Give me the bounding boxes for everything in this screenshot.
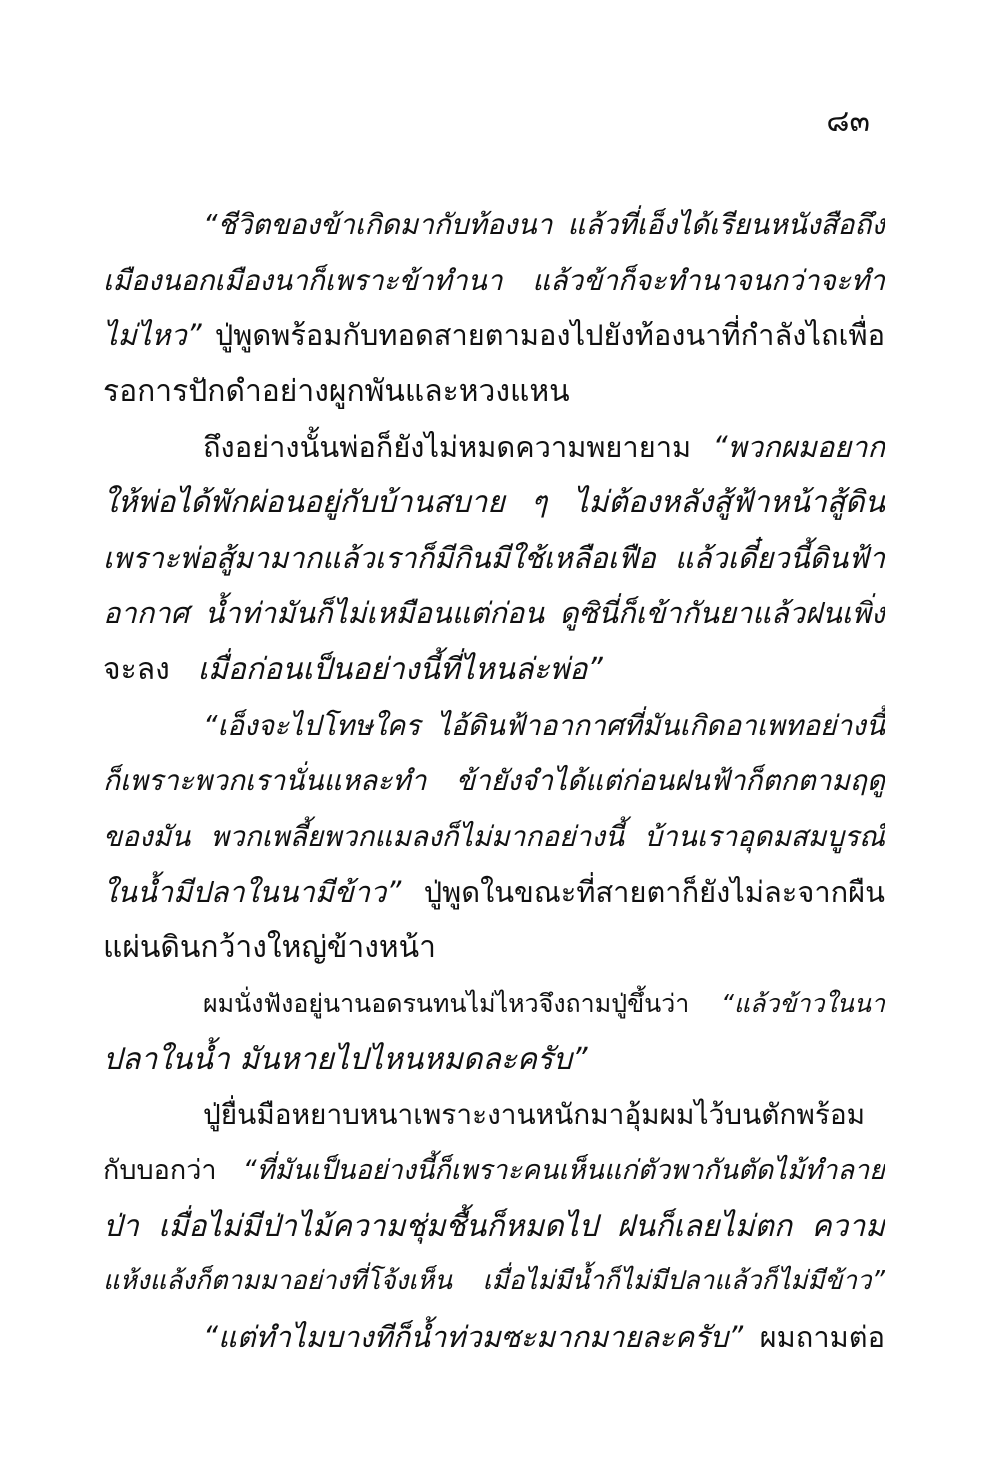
text-line [103, 976, 885, 1032]
text-line [103, 308, 885, 364]
line-text: ผมนั่งฟังอยู่นานอดรนทนไม่ไหวจึงถามปู่ขึ้นว่า [203, 988, 690, 1018]
line-text: ปู่พูดพร้อมกับทอดสายตามองไปยังท้องนาที่กำลังไถเพื่อ [214, 318, 885, 353]
line-text: ไม่ไหว” [103, 318, 202, 353]
line-text: “พวกผมอยาก [712, 429, 885, 464]
text-line [103, 698, 885, 754]
text-line [103, 865, 885, 921]
line-text: ปลาในน้ำ มันหายไปไหนหมดละครับ” [103, 1041, 588, 1077]
text-line [103, 475, 885, 531]
line-text: แห้งแล้งก็ตามมาอย่างที่โจ้งเห็น เมื่อไม่มีน้ำก็ไม่มีปลาแล้วก็ไม่มีข้าว” [103, 1266, 885, 1297]
line-text: ของมัน พวกเพลี้ยพวกแมลงก็ไม่มากอย่างนี้ บ้านเราอุดมสมบูรณ์ [103, 820, 885, 854]
line-text: ถึงอย่างนั้นพ่อก็ยังไม่หมดความพยายาม [203, 429, 692, 464]
line-text: “ที่มันเป็นอย่างนี้ก็เพราะคนเห็นแก่ตัวพากันตัดไม้ทำลาย [242, 1154, 885, 1186]
page-number: ๘๓ [826, 104, 870, 139]
text-line [103, 1199, 885, 1255]
body-text [103, 197, 885, 1365]
line-text: กับบอกว่า [103, 1154, 217, 1186]
text-line [103, 1032, 885, 1088]
line-text: “เอ็งจะไปโทษใคร ไอ้ดินฟ้าอากาศที่มันเกิดอาเพทอย่างนี้ [203, 708, 885, 742]
line-text: ป่า เมื่อไม่มีป่าไม้ความชุ่มชื้นก็หมดไป ฝนก็เลยไม่ตก ความ [103, 1208, 885, 1244]
line-text: เมื่อก่อนเป็นอย่างนี้ที่ไหนล่ะพ่อ” [197, 652, 603, 688]
text-line [103, 1143, 885, 1199]
line-text: เมืองนอกเมืองนาก็เพราะข้าทำนา แล้วข้าก็จะทำนาจนกว่าจะทำ [103, 263, 885, 297]
text-line [103, 1254, 885, 1310]
line-text: รอการปักดำอย่างผูกพันและหวงแหน [103, 373, 570, 409]
line-text: แผ่นดินกว้างใหญ่ข้างหน้า [103, 930, 437, 966]
line-text: เพราะพ่อสู้มามากแล้วเราก็มีกินมีใช้เหลือเฟือ แล้วเดี๋ยวนี้ดินฟ้า [103, 540, 885, 575]
text-line [103, 753, 885, 809]
text-line [103, 253, 885, 309]
line-text: ในน้ำมีปลาในนามีข้าว” [103, 874, 402, 909]
line-text: “แต่ทำไมบางทีก็น้ำท่วมซะมากมายละครับ” [203, 1319, 744, 1354]
text-line [103, 1310, 885, 1366]
line-text: อากาศ น้ำท่ามันก็ไม่เหมือนแต่ก่อน ดูซินี่ก็เข้ากันยาแล้วฝนเพิ่ง [103, 596, 885, 631]
text-line [103, 197, 885, 253]
line-text: ให้พ่อได้พักผ่อนอยู่กับบ้านสบาย ๆ ไม่ต้องหลังสู้ฟ้าหน้าสู้ดิน [103, 485, 885, 521]
line-text: ผมถามต่อ [759, 1319, 885, 1354]
line-text: ปู่ยื่นมือหยาบหนาเพราะงานหนักมาอุ้มผมไว้บนตักพร้อม [203, 1098, 866, 1132]
text-line [103, 809, 885, 865]
line-text: “แล้วข้าวในนา [720, 988, 885, 1018]
text-line [103, 1087, 885, 1143]
line-text: จะลง [103, 652, 170, 688]
text-line [103, 364, 885, 420]
text-line [103, 420, 885, 476]
line-text: ปู่พูดในขณะที่สายตาก็ยังไม่ละจากผืน [423, 874, 885, 909]
line-text: ก็เพราะพวกเรานั่นแหละทำ ข้ายังจำได้แต่ก่อนฝนฟ้าก็ตกตามฤดู [103, 764, 885, 798]
line-text: “ชีวิตของข้าเกิดมากับท้องนา แล้วที่เอ็งได้เรียนหนังสือถึง [203, 208, 885, 241]
text-line [103, 586, 885, 642]
text-line [103, 642, 885, 698]
text-line [103, 920, 885, 976]
text-line [103, 531, 885, 587]
